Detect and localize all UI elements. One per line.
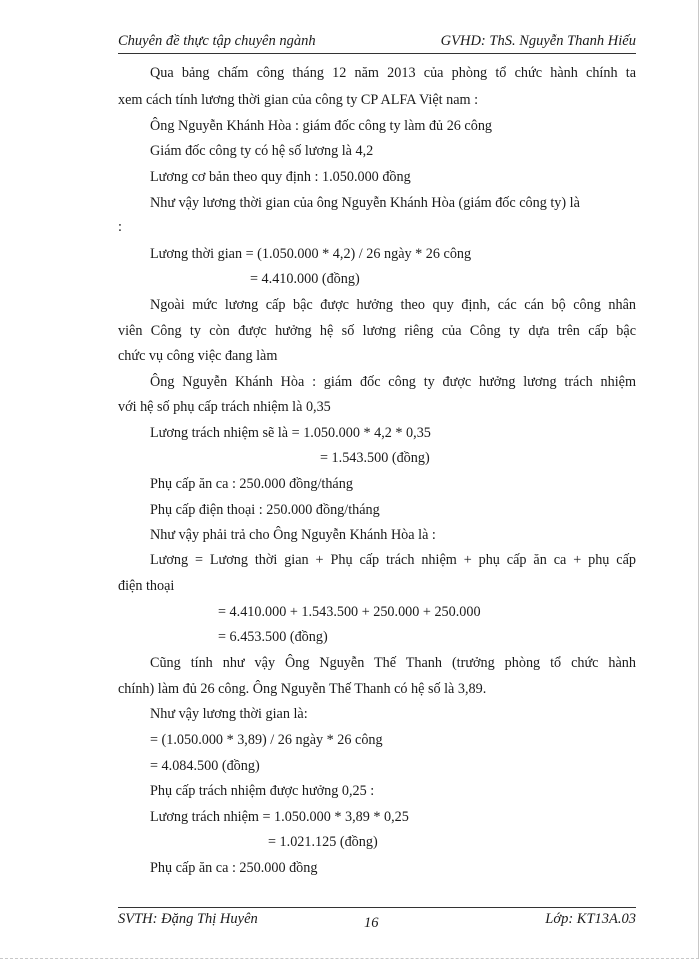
footer-student: SVTH: Đặng Thị Huyên: [118, 911, 258, 927]
body-line: điện thoại: [118, 578, 175, 594]
body-line: Phụ cấp ăn ca : 250.000 đồng/tháng: [150, 476, 353, 492]
body-line: Như vậy lương thời gian của ông Nguyễn Khánh Hòa (giám đốc công ty) là: [150, 195, 580, 211]
body-line: viên Công ty còn được hưởng hệ số lương riêng của Công ty dựa trên cấp bậc: [118, 323, 636, 339]
body-line: Qua bảng chấm công tháng 12 năm 2013 của phòng tổ chức hành chính ta: [150, 65, 636, 81]
body-line: Lương trách nhiệm = 1.050.000 * 3,89 * 0,25: [150, 809, 409, 825]
page-footer: [118, 911, 636, 931]
body-line: chức vụ công việc đang làm: [118, 348, 278, 364]
body-line: Lương cơ bản theo quy định : 1.050.000 đồng: [150, 169, 411, 185]
header-course-title: Chuyên đề thực tập chuyên ngành: [118, 33, 316, 49]
body-line: Ông Nguyễn Khánh Hòa : giám đốc công ty làm đủ 26 công: [150, 118, 493, 134]
body-line: Giám đốc công ty có hệ số lương là 4,2: [150, 143, 374, 159]
body-line: Lương = Lương thời gian + Phụ cấp trách nhiệm + phụ cấp ăn ca + phụ cấp: [150, 552, 636, 568]
body-line: = 6.453.500 (đồng): [218, 629, 328, 645]
body-line: :: [118, 219, 122, 235]
body-line: Lương thời gian = (1.050.000 * 4,2) / 26 ngày * 26 công: [150, 246, 472, 262]
body-line: xem cách tính lương thời gian của công ty CP ALFA Việt nam :: [118, 92, 479, 108]
body-line: = (1.050.000 * 3,89) / 26 ngày * 26 công: [150, 732, 383, 748]
body-line: Như vậy lương thời gian là:: [150, 706, 308, 722]
body-line: Phụ cấp trách nhiệm được hưởng 0,25 :: [150, 783, 375, 799]
body-line: Như vậy phải trả cho Ông Nguyễn Khánh Hòa là :: [150, 527, 436, 543]
header-divider: [118, 53, 636, 54]
page-number: 16: [364, 915, 379, 931]
body-line: = 1.021.125 (đồng): [268, 834, 378, 850]
body-line: = 4.084.500 (đồng): [150, 758, 260, 774]
body-line: Lương trách nhiệm sẽ là = 1.050.000 * 4,2 * 0,35: [150, 425, 431, 441]
footer-class: Lớp: KT13A.03: [545, 911, 636, 927]
footer-divider: [118, 907, 636, 908]
body-line: Phụ cấp ăn ca : 250.000 đồng: [150, 860, 318, 876]
body-line: Ông Nguyễn Khánh Hòa : giám đốc công ty được hưởng lương trách nhiệm: [150, 374, 636, 390]
body-line: với hệ số phụ cấp trách nhiệm là 0,35: [118, 399, 331, 415]
body-line: = 1.543.500 (đồng): [320, 450, 430, 466]
body-line: chính) làm đủ 26 công. Ông Nguyễn Thế Thanh có hệ số là 3,89.: [118, 681, 487, 697]
body-line: = 4.410.000 (đồng): [250, 271, 360, 287]
body-line: Cũng tính như vậy Ông Nguyễn Thế Thanh (trưởng phòng tổ chức hành: [150, 655, 636, 671]
body-line: Ngoài mức lương cấp bậc được hưởng theo quy định, các cán bộ công nhân: [150, 297, 636, 313]
page-header: [118, 33, 636, 53]
header-advisor: GVHD: ThS. Nguyễn Thanh Hiếu: [440, 33, 636, 49]
body-line: Phụ cấp điện thoại : 250.000 đồng/tháng: [150, 502, 380, 518]
body-line: = 4.410.000 + 1.543.500 + 250.000 + 250.000: [218, 604, 481, 620]
